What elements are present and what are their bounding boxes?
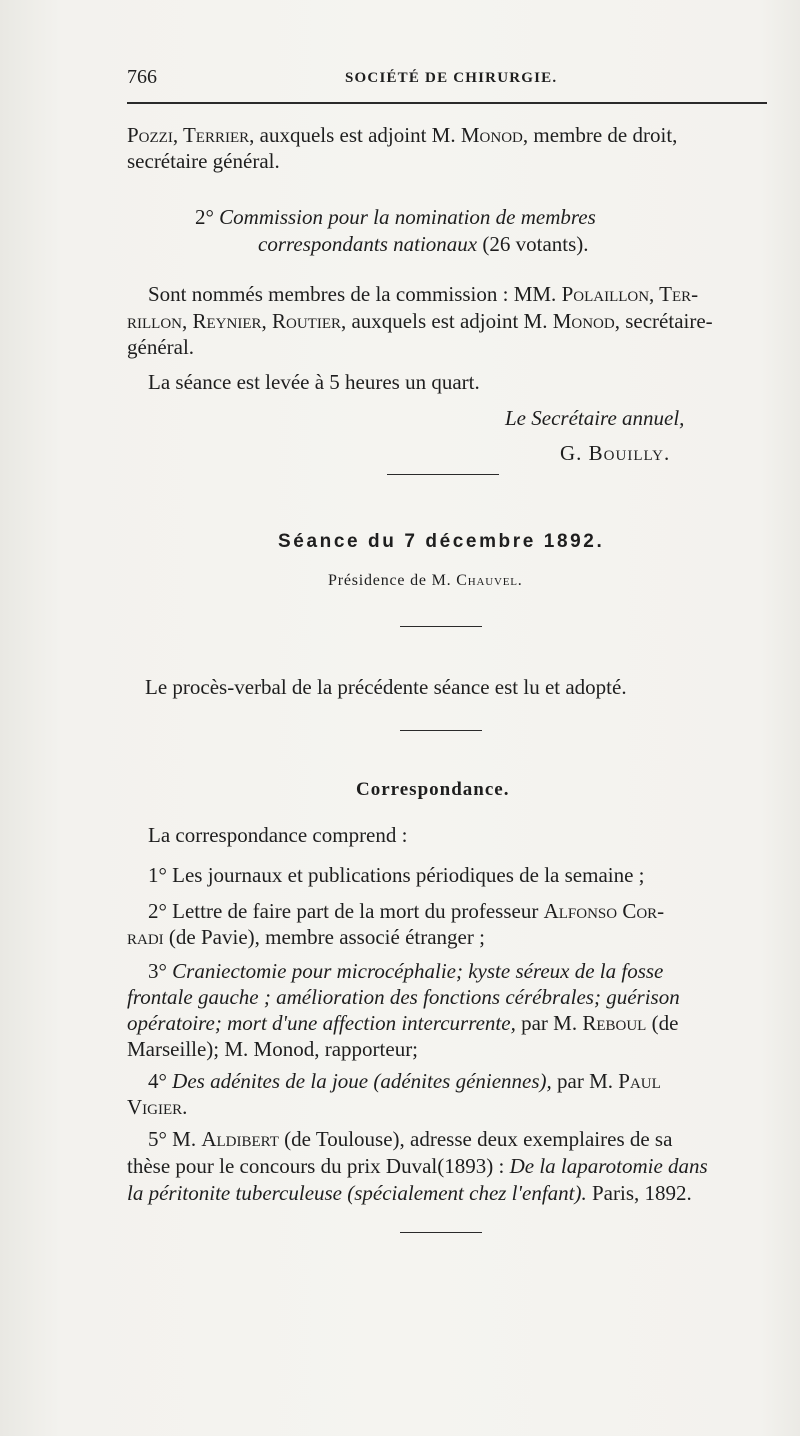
text: auxquels est adjoint M. xyxy=(259,123,456,147)
separator-rule xyxy=(400,730,482,731)
correspondance-intro: La correspondance comprend : xyxy=(148,823,408,847)
header-rule xyxy=(127,102,767,104)
text: par M. xyxy=(557,1069,614,1093)
item-3-line3 xyxy=(127,1010,678,1036)
para2-line1 xyxy=(148,281,698,307)
commission-number: 2° xyxy=(195,205,214,229)
secretaire-annuel: Le Secrétaire annuel, xyxy=(505,406,685,430)
text: Sont nommés membres de la commission : MM. xyxy=(148,282,557,306)
text: Paris, 1892. xyxy=(592,1181,692,1205)
text: secrétaire- xyxy=(625,309,713,333)
text: (de xyxy=(651,1011,679,1035)
text: 2° Lettre de faire part de la mort du professeur xyxy=(148,899,539,923)
name-aldibert: Aldibert xyxy=(201,1127,279,1151)
page-number: 766 xyxy=(127,66,157,88)
item-2-line1 xyxy=(148,898,664,924)
item-5-line2 xyxy=(127,1153,708,1179)
separator-rule xyxy=(387,474,499,475)
para1-line1 xyxy=(127,122,677,148)
commission-line2 xyxy=(258,231,589,257)
commission-line1 xyxy=(195,204,596,230)
title: Craniectomie pour microcéphalie; kyste séreux de la fosse xyxy=(172,959,664,983)
presidence-label: Présidence de M. xyxy=(328,572,452,589)
proces-verbal: Le procès-verbal de la précédente séance est lu et adopté. xyxy=(145,675,627,699)
name-reboul: Reboul xyxy=(582,1011,647,1035)
item-3-line2: frontale gauche ; amélioration des fonctions cérébrales; guérison xyxy=(127,985,680,1009)
running-title: SOCIÉTÉ DE CHIRURGIE. xyxy=(345,70,558,86)
title: De la laparotomie dans xyxy=(509,1154,708,1178)
text: par M. xyxy=(521,1011,578,1035)
text: thèse pour le concours du prix Duval(1893) : xyxy=(127,1154,505,1178)
signature: G. Bouilly. xyxy=(560,441,671,465)
para1-line2: secrétaire général. xyxy=(127,149,280,173)
item-3-line4: Marseille); M. Monod, rapporteur; xyxy=(127,1037,419,1061)
text: auxquels est adjoint M. xyxy=(351,309,548,333)
text: (de Pavie), membre associé étranger ; xyxy=(168,925,485,949)
correspondance-heading: Correspondance. xyxy=(356,779,510,800)
title: la péritonite tuberculeuse (spécialement chez l'enfant). xyxy=(127,1181,587,1205)
para2-line3: général. xyxy=(127,335,195,359)
name-monod: Monod, xyxy=(460,123,529,147)
title: opératoire; mort d'une affection intercurrente, xyxy=(127,1011,516,1035)
name-corradi: Alfonso Cor- xyxy=(543,899,665,923)
item-3-line1 xyxy=(148,958,663,984)
item-1: 1° Les journaux et publications périodiques de la semaine ; xyxy=(148,863,645,887)
names: Polaillon, Ter- xyxy=(561,282,699,306)
name-monod: Monod, xyxy=(552,309,620,333)
text: membre de droit, xyxy=(533,123,678,147)
presidence xyxy=(328,572,523,590)
item-4-line1 xyxy=(148,1068,661,1094)
name-corradi-cont: radi xyxy=(127,925,164,949)
item-number: 4° xyxy=(148,1069,167,1093)
commission-title-cont: correspondants nationaux xyxy=(258,232,478,256)
separator-rule xyxy=(400,1232,482,1233)
item-2-line2 xyxy=(127,924,485,950)
president-name: Chauvel. xyxy=(456,572,523,589)
title: Des adénites de la joue (adénites géniennes), xyxy=(172,1069,552,1093)
names: rillon, Reynier, Routier, xyxy=(127,309,347,333)
votants: (26 votants). xyxy=(482,232,589,256)
item-4-line2: Vigier. xyxy=(127,1095,188,1119)
item-number: 3° xyxy=(148,959,167,983)
name-paul: Paul xyxy=(618,1069,661,1093)
text: (de Toulouse), adresse deux exemplaires de sa xyxy=(284,1127,673,1151)
separator-rule xyxy=(400,626,482,627)
para2-line2 xyxy=(127,308,713,334)
names-pozzi-terrier: Pozzi, Terrier, xyxy=(127,123,255,147)
text: 5° M. xyxy=(148,1127,197,1151)
seance-levee: La séance est levée à 5 heures un quart. xyxy=(148,370,480,394)
commission-title: Commission pour la nomination de membres xyxy=(219,205,596,229)
session-title: Séance du 7 décembre 1892. xyxy=(278,531,605,552)
item-5-line1 xyxy=(148,1126,672,1152)
item-5-line3 xyxy=(127,1180,692,1206)
